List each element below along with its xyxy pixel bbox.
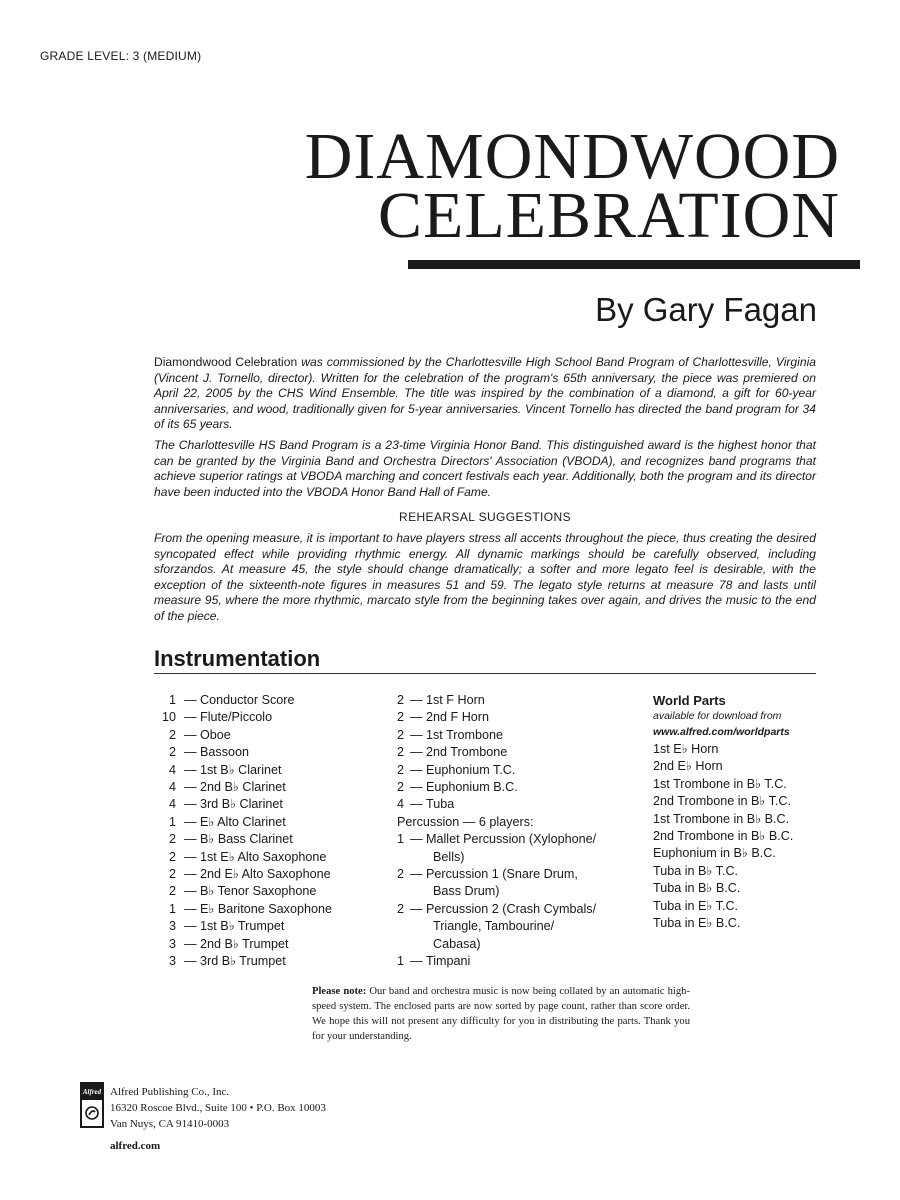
instrument-count: 4 (397, 797, 405, 812)
instrument-name: Percussion 2 (Crash Cymbals/ (426, 901, 597, 916)
instrument-row (154, 901, 389, 918)
instrument-count: 2 (397, 901, 405, 916)
instrument-name: Percussion 1 (Snare Drum, (426, 867, 578, 882)
title-rule (408, 260, 860, 269)
instrument-name: Euphonium T.C. (426, 762, 516, 777)
instrument-dash: — (184, 745, 197, 760)
instrument-dash: — (184, 693, 197, 707)
instrument-row (154, 953, 389, 970)
world-part-item: 2nd E♭ Horn (653, 759, 723, 774)
instrument-count: 4 (168, 797, 176, 812)
rehearsal-heading: REHEARSAL SUGGESTIONS (399, 510, 571, 524)
publisher-street: 16320 Roscoe Blvd., Suite 100 • P.O. Box 10003 (110, 1102, 326, 1114)
instrument-count: 3 (168, 954, 176, 969)
instrument-row (154, 709, 389, 726)
instrument-row (397, 692, 637, 709)
instrument-count: 1 (168, 693, 176, 707)
piece-title-inline: Diamondwood Celebration (154, 355, 298, 369)
instrument-name: 1st E♭ Alto Saxophone (200, 849, 327, 864)
instrument-row (154, 831, 389, 848)
publisher-website[interactable]: alfred.com (110, 1140, 161, 1152)
instrument-name: 2nd Trombone (426, 745, 508, 760)
instrument-name-continued: Bass Drum) (433, 884, 500, 899)
instrument-column-2 (397, 692, 637, 971)
instrument-name: Conductor Score (200, 693, 295, 707)
instrument-name-continued: Cabasa) (433, 936, 481, 951)
rehearsal-paragraph: From the opening measure, it is important to have players stress all accents throughout the piece, thus creating the desired syncopated effect while providing rhythmic energy. All dynamic markings should be carefully observed, including sforzandos. At measure 45, the style should change dramatically; a softer and more legato feel is desirable, with the exception of the sixteenth-note figures in measures 51 and 59. The legato style returns at measure 78 and lasts until measure 95, where the more rhythmic, marcato style from the beginning takes over again, and drives the music to the end of the piece. (154, 531, 816, 623)
instrument-row (154, 918, 389, 935)
instrument-column-1 (154, 692, 389, 971)
world-part-item: 1st Trombone in B♭ B.C. (653, 811, 790, 826)
world-part-item: Euphonium in B♭ B.C. (653, 846, 776, 861)
publisher-city: Van Nuys, CA 91410-0003 (110, 1118, 230, 1130)
logo-wordmark: Alfred (82, 1084, 102, 1100)
instrument-count: 3 (168, 936, 176, 951)
instrument-count: 2 (397, 693, 405, 707)
instrument-count: 1 (168, 901, 176, 916)
instrument-dash: — (184, 901, 197, 916)
world-part-item: 2nd Trombone in B♭ B.C. (653, 829, 794, 844)
title-line-1: DIAMONDWOOD (304, 120, 840, 193)
instrument-count: 2 (397, 745, 405, 760)
instrument-dash: — (184, 849, 197, 864)
instrument-name: Flute/Piccolo (200, 710, 273, 725)
instrument-dash: — (410, 832, 423, 847)
instrument-row (154, 883, 389, 900)
instrument-row (397, 744, 637, 761)
instrument-dash: — (184, 797, 197, 812)
intro-paragraph-text: was commissioned by the Charlottesville High School Band Program of Charlottesville, Virginia (Vincent J. Tornello, director). Written for the celebration of the program's 65th anniversary, the piece was premiered on April 22, 2005 by the CHS Wind Ensemble. The title was inspired by the combination of a diamond, a gift for 60-year anniversaries, and wood, traditionally given for 5-year anniversaries. Vincent Tornello has directed the band program for 34 of its 65 years. (154, 355, 816, 432)
instrument-name: 2nd E♭ Alto Saxophone (200, 867, 331, 882)
instrument-count: 2 (168, 832, 176, 847)
intro-paragraph (154, 355, 816, 433)
instrument-name: 1st F Horn (426, 693, 485, 707)
world-part-item: Tuba in B♭ B.C. (653, 881, 741, 896)
world-part-item: 1st Trombone in B♭ T.C. (653, 776, 787, 791)
instrument-row (397, 831, 637, 848)
instrument-name: Bassoon (200, 745, 250, 760)
instrument-row (397, 866, 637, 883)
instrument-row (154, 936, 389, 953)
world-part-item: 2nd Trombone in B♭ T.C. (653, 794, 792, 809)
instrument-dash: — (410, 901, 423, 916)
instrument-name: E♭ Baritone Saxophone (200, 901, 332, 916)
instrument-dash: — (184, 762, 197, 777)
world-part-item: 1st E♭ Horn (653, 742, 719, 756)
instrument-count: 1 (397, 954, 405, 969)
instrument-name: 2nd B♭ Trumpet (200, 936, 289, 951)
instrument-row (154, 727, 389, 744)
instrument-dash: — (410, 693, 423, 707)
instrument-dash: — (410, 710, 423, 725)
instrument-name: 1st B♭ Clarinet (200, 762, 282, 777)
instrument-row (397, 709, 637, 726)
world-parts-url[interactable]: www.alfred.com/worldparts (653, 726, 790, 738)
instrument-name: Oboe (200, 727, 231, 742)
instrument-count: 4 (168, 780, 176, 795)
world-part-item: Tuba in B♭ T.C. (653, 863, 739, 878)
instrumentation-rule (154, 673, 816, 674)
instrument-row (397, 762, 637, 779)
instrument-name: 3rd B♭ Trumpet (200, 954, 286, 969)
title-line-2: CELEBRATION (378, 179, 840, 252)
instrument-name: 1st B♭ Trumpet (200, 919, 285, 934)
instrument-count: 2 (397, 780, 405, 795)
instrument-row (154, 762, 389, 779)
instrument-count: 2 (397, 727, 405, 742)
instrument-row (154, 779, 389, 796)
instrument-name-continued: Triangle, Tambourine/ (433, 919, 555, 934)
instrument-row (154, 744, 389, 761)
percussion-heading: Percussion — 6 players: (397, 814, 534, 829)
instrument-dash: — (184, 814, 197, 829)
instrument-count: 2 (168, 745, 176, 760)
instrument-dash: — (410, 867, 423, 882)
instrument-name: Euphonium B.C. (426, 780, 518, 795)
note-label: Please note: (312, 986, 367, 997)
world-parts-title: World Parts (653, 693, 726, 708)
alfred-logo (80, 1082, 104, 1128)
instrument-dash: — (410, 745, 423, 760)
note-text: Our band and orchestra music is now being collated by an automatic high-speed system. The enclosed parts are now sorted by page count, rather than score order. We hope this will not present any difficulty for you in distributing the parts. Thank you for your understanding. (312, 986, 690, 1042)
instrument-name: E♭ Alto Clarinet (200, 814, 286, 829)
instrument-name: 1st Trombone (426, 727, 504, 742)
instrument-count: 1 (397, 832, 405, 847)
instrument-dash: — (184, 884, 197, 899)
instrument-count: 4 (168, 762, 176, 777)
instrument-row (154, 814, 389, 831)
instrument-name: 2nd F Horn (426, 710, 489, 725)
instrument-name: Timpani (426, 954, 471, 969)
instrument-dash: — (184, 954, 197, 969)
instrument-name: Mallet Percussion (Xylophone/ (426, 832, 597, 847)
instrument-count: 2 (168, 849, 176, 864)
publisher-address (110, 1084, 326, 1132)
instrument-row (154, 866, 389, 883)
music-note-icon (85, 1106, 99, 1120)
world-parts-column (653, 692, 853, 932)
world-parts-list (653, 741, 853, 932)
instrument-count: 2 (397, 762, 405, 777)
instrument-name: Tuba (426, 797, 455, 812)
instrument-dash: — (410, 727, 423, 742)
world-part-item: Tuba in E♭ T.C. (653, 898, 739, 913)
instrument-count: 2 (168, 727, 176, 742)
instrument-dash: — (184, 780, 197, 795)
instrument-name: B♭ Bass Clarinet (200, 832, 293, 847)
instrument-row (154, 692, 389, 709)
instrument-count: 3 (168, 919, 176, 934)
instrumentation-heading: Instrumentation (154, 646, 321, 671)
instrument-row (154, 796, 389, 813)
instrument-name: 3rd B♭ Clarinet (200, 797, 283, 812)
instrument-row (397, 953, 637, 970)
instrument-count: 2 (397, 867, 405, 882)
instrument-dash: — (410, 797, 423, 812)
instrument-count: 10 (161, 710, 176, 725)
instrument-row (397, 779, 637, 796)
instrument-dash: — (184, 936, 197, 951)
grade-level: GRADE LEVEL: 3 (MEDIUM) (40, 49, 202, 63)
instrument-dash: — (410, 780, 423, 795)
publisher-name: Alfred Publishing Co., Inc. (110, 1086, 230, 1098)
collation-note (312, 984, 690, 1044)
instrument-row (397, 796, 637, 813)
instrument-dash: — (410, 762, 423, 777)
instrument-row (154, 849, 389, 866)
instrument-name-continued: Bells) (433, 849, 465, 864)
instrument-row (397, 727, 637, 744)
instrument-count: 1 (168, 814, 176, 829)
world-part-item: Tuba in E♭ B.C. (653, 916, 741, 931)
instrument-dash: — (184, 919, 197, 934)
instrument-name: B♭ Tenor Saxophone (200, 884, 317, 899)
instrument-dash: — (184, 867, 197, 882)
instrument-dash: — (184, 727, 197, 742)
instrument-dash: — (184, 710, 197, 725)
instrument-dash: — (410, 954, 423, 969)
instrument-count: 2 (168, 867, 176, 882)
instrument-count: 2 (168, 884, 176, 899)
honor-paragraph: The Charlottesville HS Band Program is a 23-time Virginia Honor Band. This distinguished award is the highest honor that can be granted by the Virginia Band and Orchestra Directors' Association (VBODA), and recognizes band programs that achieve superior ratings at VBODA marching and concert festivals each year. Additionally, both the program and its director have been inducted into the VBODA Honor Band Hall of Fame. (154, 438, 816, 499)
world-parts-subtitle: available for download from (653, 710, 782, 722)
instrument-name: 2nd B♭ Clarinet (200, 780, 286, 795)
byline: By Gary Fagan (595, 291, 817, 328)
instrument-dash: — (184, 832, 197, 847)
instrument-count: 2 (397, 710, 405, 725)
instrument-row (397, 901, 637, 918)
